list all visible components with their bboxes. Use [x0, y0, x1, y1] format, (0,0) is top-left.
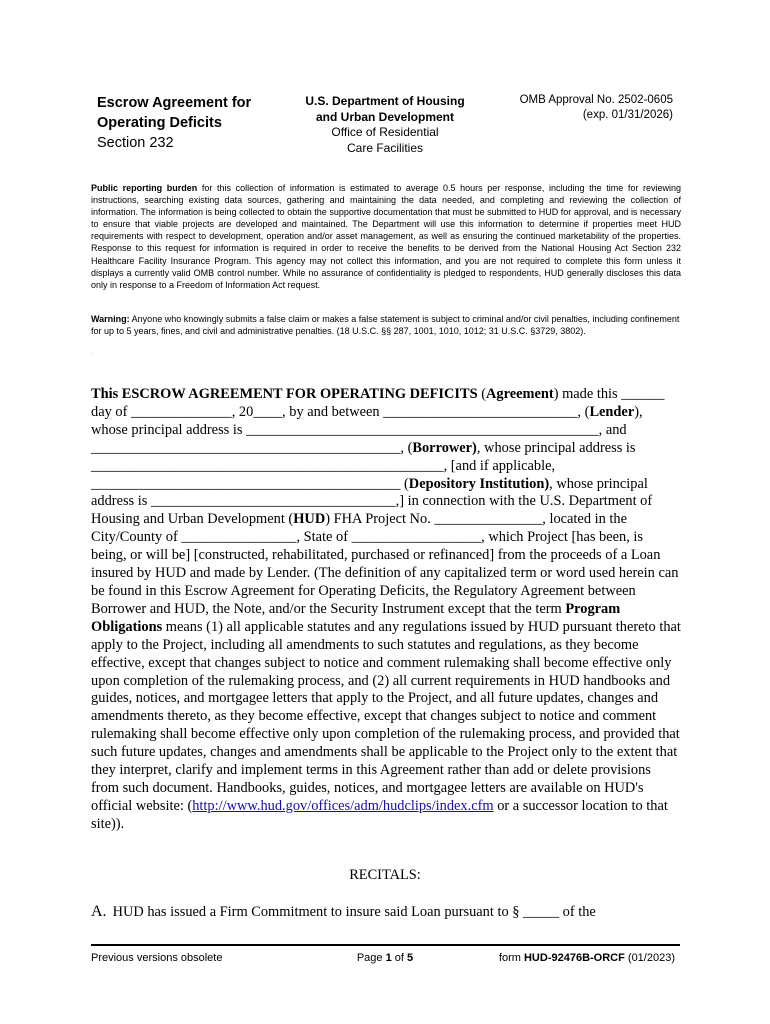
omb-approval-number: OMB Approval No. 2502-0605: [519, 94, 673, 106]
stray-mark: .: [91, 350, 93, 356]
term-depository-institution: Depository Institution): [408, 475, 550, 492]
burden-label: Public reporting burden: [91, 183, 198, 193]
hudclips-link[interactable]: http://www.hud.gov/offices/adm/hudclips/index.cfm: [192, 797, 494, 814]
term-program-obligations: Program Obligations: [91, 600, 621, 635]
page-label: Page: [356, 952, 386, 964]
recital-a-label: A.: [91, 903, 107, 920]
agreement-text: ) FHA Project No. _______________, located in the City/County of ________________, State of __________________, which Project [has been, is being, or will be] [constructed, rehabilitated, purchased or refinanced] from the proceeds of a Loan insured by HUD and made by Lender. (The definition of any capitalized term or word used herein can be found in this Escrow Agreement for Operating Deficits, the Regulatory Agreement between Borrower and HUD, the Note, and/or the Security Instrument except that the term: [91, 511, 679, 617]
recitals-heading: RECITALS:: [349, 867, 421, 883]
omb-expiration: (exp. 01/31/2026): [582, 109, 673, 121]
warning-label: Warning:: [91, 314, 130, 324]
footer-previous-versions: Previous versions obsolete: [91, 952, 223, 964]
term-borrower: Borrower): [412, 439, 477, 456]
form-section: Section 232: [97, 135, 174, 151]
public-reporting-burden: [91, 182, 681, 291]
burden-text: for this collection of information is estimated to average 0.5 hours per response, including the time for reviewing instructions, searching existing data sources, gathering and maintaining the data needed, and completing and reviewing the collection of information. The information is being collected to obtain the supportive documentation that must be submitted to HUD for approval, and is necessary to ensure that viable projects are developed and maintained. The Department will use this information to determine if properties meet HUD requirements with respect to development, operation and/or asset management, as well as ensuring the continued marketability of the properties. Response to this request for information is required in order to receive the benefits to be derived from the National Housing Act Section 232 Healthcare Facility Insurance Program. This agency may not collect this information, and you are not required to complete this form unless it displays a currently valid OMB control number. While no assurance of confidentiality is pledged to respondents, HUD generally discloses this data only in response to a Freedom of Information Act request.: [91, 183, 681, 290]
page-number: [300, 952, 470, 964]
form-number: [470, 952, 675, 964]
term-lender: Lender: [589, 403, 635, 420]
omb-approval-block: [500, 93, 673, 123]
office-line1: Office of Residential: [331, 125, 439, 139]
department-block: [292, 94, 478, 156]
page-current: 1: [385, 952, 392, 964]
office-line2: Care Facilities: [346, 140, 424, 155]
form-title-block: [97, 93, 287, 153]
warning-notice: [91, 313, 681, 337]
footer-divider: [91, 944, 680, 946]
agreement-text: ) made this ______ day of ______________, 20____, by and between ___________________________, (: [91, 386, 665, 420]
agreement-text: or a successor location to that site)).: [91, 797, 668, 832]
dept-line2: and Urban Development: [315, 109, 455, 124]
form-title-line2: Operating Deficits: [97, 115, 222, 131]
agreement-text: ), whose principal address is _________________________________________________, and ___________________________________________, (: [91, 403, 643, 456]
warning-text: Anyone who knowingly submits a false claim or makes a false statement is subject to criminal and/or civil penalties, including confinement for up to 5 years, fines, and civil and administrative penalties. (18 U.S.C. §§ 287, 1001, 1010, 1012; 31 U.S.C. §3729, 3802).: [91, 314, 680, 337]
form-prefix: form: [498, 952, 524, 964]
page-total: 5: [407, 952, 414, 964]
form-id: HUD-92476B-ORCF: [523, 952, 625, 964]
page-of: of: [391, 952, 408, 964]
recital-a: [91, 903, 681, 921]
agreement-text: , whose principal address is _________________________________________________, [and if applicable, ___________________________________________ (: [91, 439, 636, 492]
agreement-text: means (1) all applicable statutes and any regulations issued by HUD pursuant thereto that apply to the Project, including all amendments to such statutes and regulations, as they become effective, except that changes subject to notice and comment rulemaking shall become effective only upon completion of the rulemaking process, and (2) all current requirements in HUD handbooks and guides, notices, and mortgagee letters that apply to the Project, and all future updates, changes and amendments thereto, as they become effective, except that changes subject to notice and comment rulemaking shall become effective only upon completion of the rulemaking process, and provided that such future updates, changes and amendments shall be applicable to the Project only to the extent that they interpret, clarify and implement terms in this Agreement rather than add or delete provisions from such document. Handbooks, guides, notices, and mortgagee letters are available on HUD's official website: (: [91, 618, 681, 814]
agreement-paragraph: [91, 386, 681, 834]
term-hud: HUD: [293, 511, 326, 528]
term-agreement: Agreement: [486, 386, 554, 402]
agreement-text: , whose principal address is __________________________________,] in connection with the U.S. Department of Housing and Urban Development (: [91, 475, 653, 528]
agreement-title: This ESCROW AGREEMENT FOR OPERATING DEFICITS: [91, 386, 478, 402]
form-title-line1: Escrow Agreement for: [97, 95, 252, 111]
recital-a-text: HUD has issued a Firm Commitment to insure said Loan pursuant to § _____ of the: [112, 904, 596, 920]
agreement-text: (: [477, 386, 487, 402]
form-date: (01/2023): [624, 952, 675, 964]
dept-line1: U.S. Department of Housing: [305, 94, 465, 108]
